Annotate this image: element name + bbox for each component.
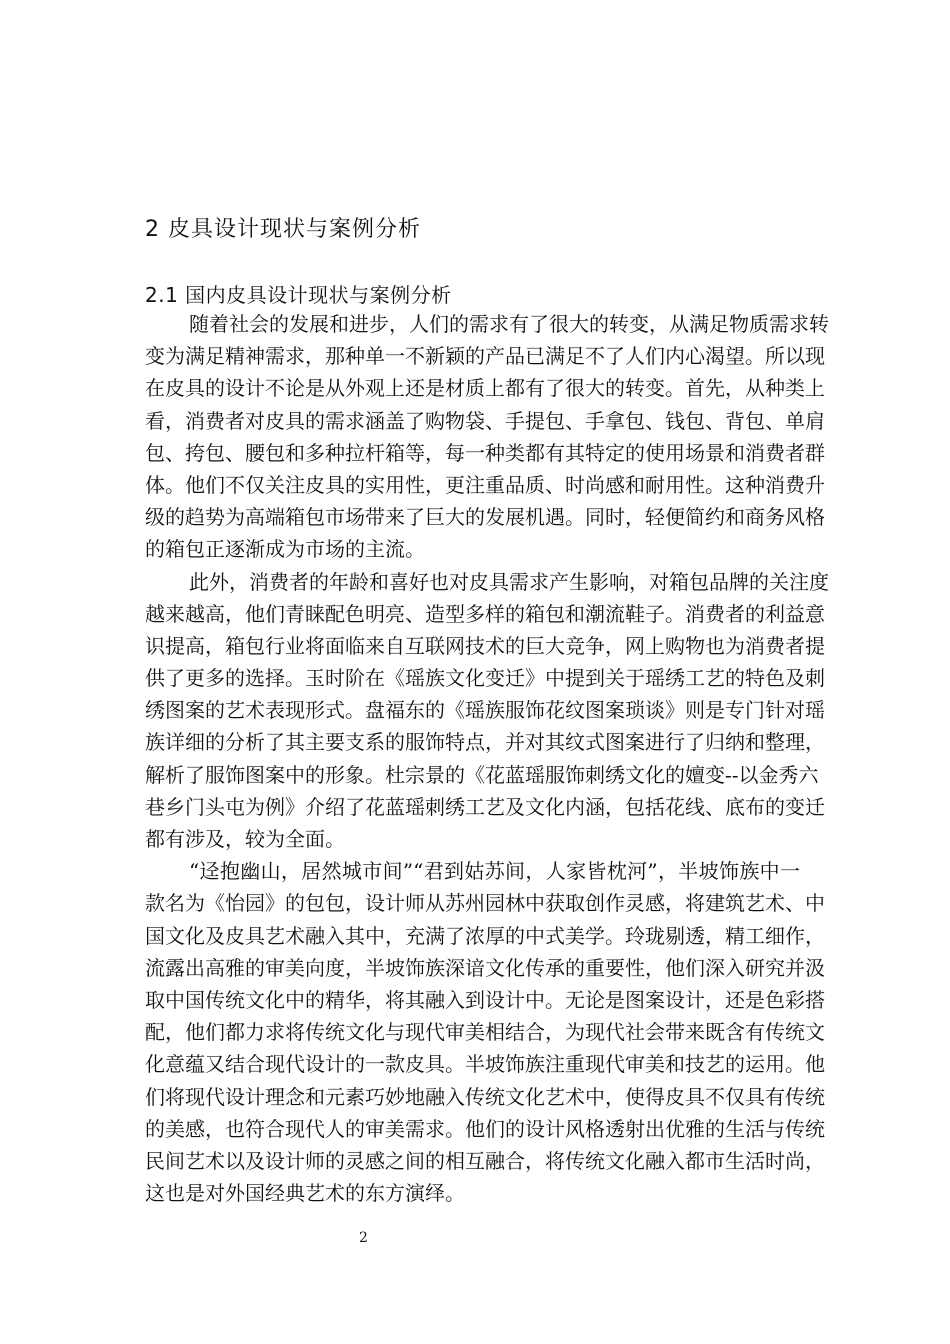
text-line: 的美感，也符合现代人的审美需求。他们的设计风格透射出优雅的生活与传统 (145, 1116, 825, 1141)
text-line: 在皮具的设计不论是从外观上还是材质上都有了很大的转变。首先，从种类上 (145, 376, 825, 401)
text-line: 变为满足精神需求，那种单一不新颖的产品已满足不了人们内心渴望。所以现 (145, 344, 825, 369)
paragraph (145, 566, 829, 856)
text-line: 供了更多的选择。玉时阶在《瑶族文化变迁》中提到关于瑶绣工艺的特色及刺 (145, 666, 825, 691)
text-line: “迳抱幽山，居然城市间”“君到姑苏间，人家皆枕河”，半坡饰族中一 (189, 859, 800, 884)
text-line: 包、挎包、腰包和多种拉杆箱等，每一种类都有其特定的使用场景和消费者群 (145, 440, 825, 465)
paragraph (145, 855, 825, 1209)
text-line: 款名为《怡园》的包包，设计师从苏州园林中获取创作灵感，将建筑艺术、中 (145, 891, 825, 916)
text-line: 们将现代设计理念和元素巧妙地融入传统文化艺术中，使得皮具不仅具有传统 (145, 1084, 825, 1109)
chapter-heading: 2 皮具设计现状与案例分析 (145, 217, 421, 242)
text-line: 巷乡门头屯为例》介绍了花蓝瑶刺绣工艺及文化内涵，包括花线、底布的变迁 (145, 794, 825, 819)
text-line: 绣图案的艺术表现形式。盘福东的《瑶族服饰花纹图案琐谈》则是专门针对瑶 (145, 698, 825, 723)
text-line: 体。他们不仅关注皮具的实用性，更注重品质、时尚感和耐用性。这种消费升 (145, 472, 825, 497)
text-line: 此外，消费者的年龄和喜好也对皮具需求产生影响，对箱包品牌的关注度 (189, 569, 829, 594)
text-line: 取中国传统文化中的精华，将其融入到设计中。无论是图案设计，还是色彩搭 (145, 987, 825, 1012)
text-line: 都有涉及，较为全面。 (145, 827, 345, 851)
text-line: 化意蕴又结合现代设计的一款皮具。半坡饰族注重现代审美和技艺的运用。他 (145, 1052, 825, 1077)
text-line: 随着社会的发展和进步，人们的需求有了很大的转变，从满足物质需求转 (189, 312, 829, 336)
text-line: 识提高，箱包行业将面临来自互联网技术的巨大竞争，网上购物也为消费者提 (145, 633, 825, 658)
text-line: 解析了服饰图案中的形象。杜宗景的《花蓝瑶服饰刺绣文化的嬗变--以金秀六 (145, 762, 819, 787)
page-number: 2 (359, 1230, 368, 1246)
body-text (145, 308, 829, 1209)
text-line: 民间艺术以及设计师的灵感之间的相互融合，将传统文化融入都市生活时尚， (145, 1148, 825, 1173)
text-line: 族详细的分析了其主要支系的服饰特点，并对其纹式图案进行了归纳和整理， (145, 730, 825, 755)
text-line: 流露出高雅的审美向度，半坡饰族深谙文化传承的重要性，他们深入研究并汲 (145, 955, 825, 980)
paragraph (145, 308, 829, 566)
text-line: 国文化及皮具艺术融入其中，充满了浓厚的中式美学。玲珑剔透，精工细作， (145, 923, 825, 948)
text-line: 配，他们都力求将传统文化与现代审美相结合，为现代社会带来既含有传统文 (145, 1020, 825, 1045)
text-line: 看，消费者对皮具的需求涵盖了购物袋、手提包、手拿包、钱包、背包、单肩 (145, 408, 825, 433)
text-line: 越来越高，他们青睐配色明亮、造型多样的箱包和潮流鞋子。消费者的利益意 (145, 601, 825, 626)
text-line: 级的趋势为高端箱包市场带来了巨大的发展机遇。同时，轻便简约和商务风格 (145, 505, 825, 530)
section-heading: 2.1 国内皮具设计现状与案例分析 (145, 283, 452, 307)
text-line: 这也是对外国经典艺术的东方演绎。 (145, 1181, 465, 1206)
text-line: 的箱包正逐渐成为市场的主流。 (145, 537, 425, 562)
